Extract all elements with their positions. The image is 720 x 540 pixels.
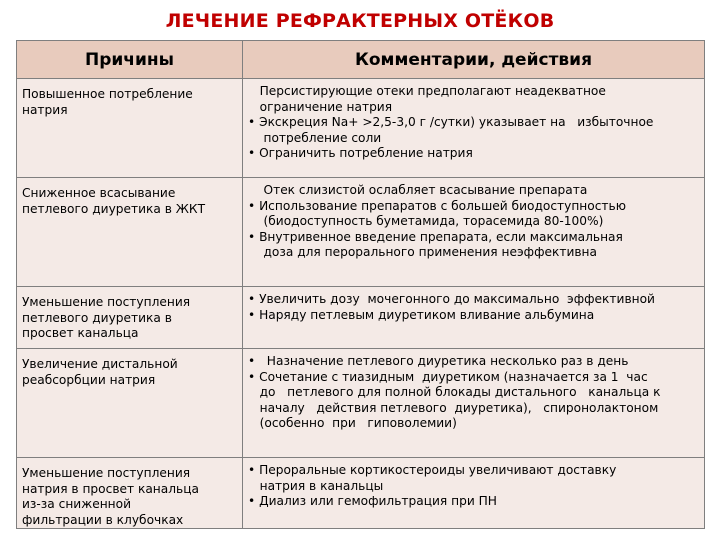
comment-line: • Диализ или гемофильтрация при ПН	[248, 494, 497, 508]
cause-cell	[17, 349, 243, 458]
comment-line: • Использование препаратов с большей биодоступностью	[248, 198, 626, 213]
comment-cell	[243, 178, 705, 287]
cause-cell	[17, 458, 243, 529]
table-row	[17, 287, 705, 349]
header-causes: Причины	[17, 41, 243, 79]
comment-line: доза для перорального применения неэффективна	[248, 245, 597, 259]
cause-line: Увеличение дистальной	[22, 357, 178, 371]
header-comments: Комментарии, действия	[243, 41, 705, 79]
table-row	[17, 458, 705, 529]
comment-line: • Внутривенное введение препарата, если максимальная	[248, 229, 623, 244]
comment-cell	[243, 458, 705, 529]
cause-line: фильтрации в клубочках	[22, 512, 184, 527]
comment-line: • Назначение петлевого диуретика несколько раз в день	[248, 354, 629, 368]
comment-line: Отек слизистой ослабляет всасывание препарата	[248, 183, 588, 197]
cause-cell	[17, 79, 243, 178]
edema-treatment-table	[16, 40, 705, 529]
cause-line: Повышенное потребление	[22, 87, 193, 101]
comment-line: • Сочетание с тиазидным диуретиком (назначается за 1 час	[248, 369, 648, 384]
comment-cell	[243, 349, 705, 458]
comment-line: • Наряду петлевым диуретиком вливание альбумина	[248, 307, 595, 322]
comment-line: натрия в канальцы	[248, 478, 384, 493]
cause-line: натрия	[22, 102, 68, 117]
comment-cell	[243, 79, 705, 178]
cause-line: просвет канальца	[22, 326, 139, 340]
table-row	[17, 79, 705, 178]
cause-line: петлевого диуретика в	[22, 310, 172, 325]
comment-line: • Ограничить потребление натрия	[248, 146, 473, 160]
comment-cell	[243, 287, 705, 349]
comment-line: • Пероральные кортикостероиды увеличивают доставку	[248, 463, 617, 477]
comment-line: • Увеличить дозу мочегонного до максимально эффективной	[248, 292, 655, 306]
comment-line: до петлевого для полной блокады дистального канальца к	[248, 385, 661, 399]
table-row	[17, 178, 705, 287]
comment-line: (особенно при гиповолемии)	[248, 416, 457, 430]
page-title: ЛЕЧЕНИЕ РЕФРАКТЕРНЫХ ОТЁКОВ	[165, 10, 555, 32]
cause-line: Уменьшение поступления	[22, 295, 191, 309]
header-row	[17, 41, 705, 79]
cause-line: Уменьшение поступления	[22, 466, 191, 480]
cause-line: петлевого диуретика в ЖКТ	[22, 201, 206, 216]
comment-line: (биодоступность буметамида, торасемида 80-100%)	[248, 214, 604, 228]
table-row	[17, 349, 705, 458]
cause-line: натрия в просвет канальца	[22, 481, 199, 496]
comment-line: потребление соли	[248, 130, 382, 145]
cause-line: из-за сниженной	[22, 497, 132, 511]
comment-line: ограничение натрия	[248, 99, 393, 114]
comment-line: Персистирующие отеки предполагают неадекватное	[248, 84, 606, 98]
cause-cell	[17, 287, 243, 349]
cause-line: Сниженное всасывание	[22, 186, 176, 200]
cause-line: реабсорбции натрия	[22, 372, 156, 387]
cause-cell	[17, 178, 243, 287]
comment-line: • Экскреция Na+ >2,5-3,0 г /сутки) указывает на избыточное	[248, 115, 654, 129]
comment-line: началу действия петлевого диуретика), спиронолактоном	[248, 400, 659, 415]
